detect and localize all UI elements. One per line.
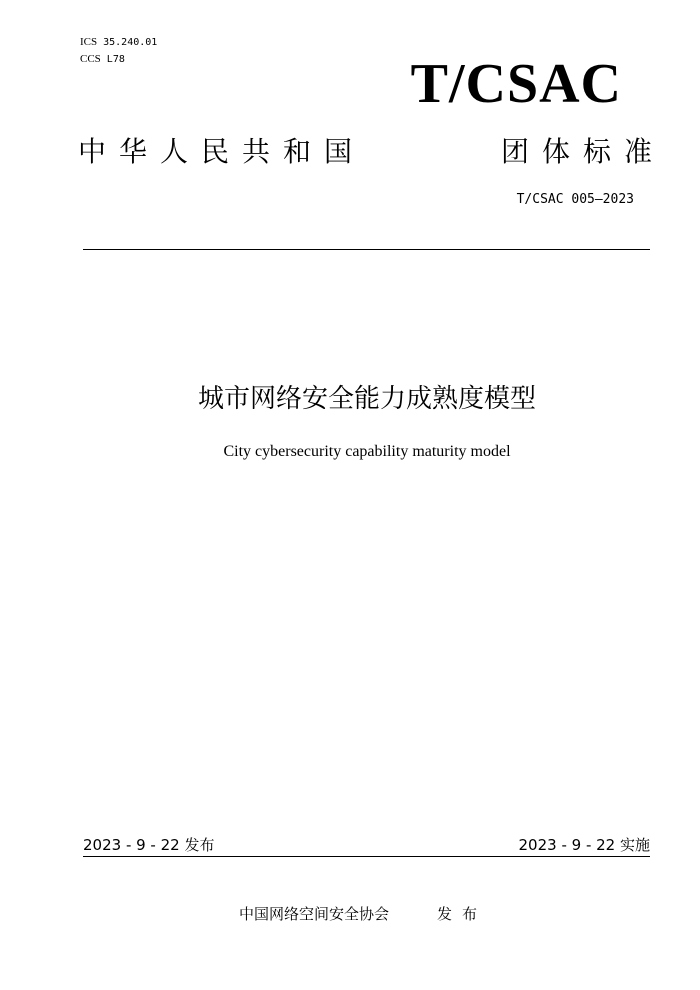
implementation-date: 2023 - 9 - 22 实施 bbox=[518, 836, 650, 854]
ccs-value: L78 bbox=[106, 54, 125, 65]
bottom-divider bbox=[83, 856, 650, 857]
classification-codes bbox=[80, 34, 157, 68]
ics-label: ICS bbox=[80, 36, 98, 48]
document-title-chinese: 城市网络安全能力成熟度模型 bbox=[197, 384, 536, 414]
ccs-label: CCS bbox=[80, 53, 101, 65]
country-name: 中华人民共和国 bbox=[78, 135, 366, 168]
standard-type: 团体标准 bbox=[500, 135, 665, 168]
publisher-name: 中国网络空间安全协会 bbox=[239, 905, 390, 923]
ics-code-row bbox=[80, 34, 157, 51]
issue-date: 2023 - 9 - 22 发布 bbox=[83, 836, 215, 854]
publish-label: 发布 bbox=[437, 905, 488, 923]
top-divider bbox=[83, 249, 650, 250]
ccs-code-row bbox=[80, 51, 157, 68]
ics-value: 35.240.01 bbox=[103, 37, 158, 48]
standard-brand: T/CSAC bbox=[410, 53, 622, 115]
document-title-english: City cybersecurity capability maturity model bbox=[223, 443, 511, 460]
standard-number: T/CSAC 005—2023 bbox=[516, 192, 634, 207]
